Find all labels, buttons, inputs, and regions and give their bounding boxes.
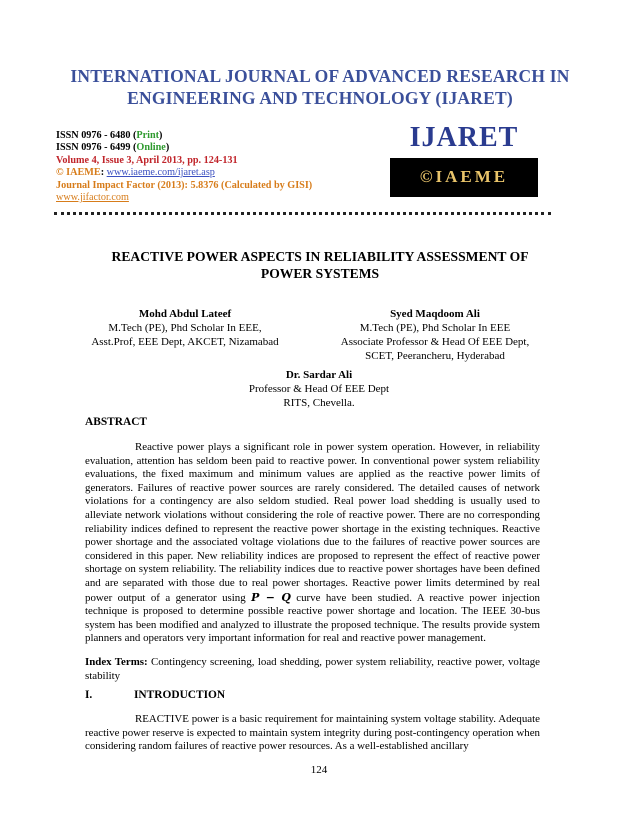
journal-title-line2: ENGINEERING AND TECHNOLOGY (IJARET) [127, 88, 513, 108]
logo-bottom: ©IAEME [390, 158, 538, 197]
pq-math: P − Q [251, 590, 291, 604]
issn-online: ISSN 0976 - 6499 (Online) [56, 142, 170, 154]
iaeme-line: © IAEME: www.iaeme.com/ijaret.asp [56, 167, 215, 179]
author-1: Mohd Abdul Lateef M.Tech (PE), Phd Scholar In EEE, Asst.Prof, EEE Dept, AKCET, Nizamabad [91, 308, 279, 348]
jifactor-link[interactable]: www.jifactor.com [56, 192, 129, 204]
journal-title-line1: INTERNATIONAL JOURNAL OF ADVANCED RESEARCH IN [70, 66, 570, 86]
page-number: 124 [310, 764, 328, 776]
index-terms: Index Terms: Contingency screening, load shedding, power system reliability, reactive power, voltage stability [85, 656, 541, 682]
intro-body: REACTIVE power is a basic requirement for maintaining system voltage stability. Adequate reactive power reserve is expected to maintain system integrity during post-contingency operation when considering random failures of reactive power resources. As a well-established ancillary [85, 713, 540, 753]
volume-info: Volume 4, Issue 3, April 2013, pp. 124-131 [56, 154, 238, 166]
intro-number: I. [85, 689, 93, 701]
paper-title: REACTIVE POWER ASPECTS IN RELIABILITY ASSESSMENT OF POWER SYSTEMS [111, 249, 529, 281]
journal-title [60, 65, 580, 109]
logo-top: IJARET [390, 119, 538, 158]
intro-heading: INTRODUCTION [134, 689, 226, 701]
issn-print: ISSN 0976 - 6480 (Print) [56, 130, 163, 141]
abstract-body: Reactive power plays a significant role in power system operation. However, in reliability evaluation, attention has seldom been paid to reactive power. In conventional power system reliability evaluations, the fixed maximum and minimum values are applied as the reactive power limits of generators. Failures of reactive power sources are rarely considered. The detailed causes of network violations for a contingency are also seldom studied. Real power load shedding is usually used to alleviate network violations without considering the role of reactive power. There are no corresponding reliability indices defined to represent the reactive power shortage in the existing techniques. Reactive power shortage and the associated voltage violations due to the failures of reactive power sources are considered in this paper. New reliability indices are proposed to represent the effect of reactive power shortage on system reliability. The reliability indices due to reactive power shortages have been defined and are separated with those due to real power shortages. Reactive power limits determined by real power output of a generator using P − Q curve have been studied. A reactive power injection technique is proposed to determine possible reactive power shortage and location. The IEEE 30-bus system has been modified and analyzed to illustrate the proposed technique. The results provide system planners and operators very important information for real and reactive power management. [85, 441, 540, 645]
author-3: Dr. Sardar Ali Professor & Head Of EEE Dept RITS, Chevella. [248, 369, 390, 409]
iaeme-link[interactable]: www.iaeme.com/ijaret.asp [106, 167, 215, 179]
abstract-heading: ABSTRACT [85, 416, 148, 428]
author-2: Syed Maqdoom Ali M.Tech (PE), Phd Scholar In EEE Associate Professor & Head Of EEE Dept, SCET, Peerancheru, Hyderabad [340, 308, 530, 362]
ijaret-logo [390, 119, 538, 197]
header-divider [54, 212, 551, 215]
journal-meta [56, 130, 312, 204]
impact-factor: Journal Impact Factor (2013): 5.8376 (Calculated by GISI) [56, 179, 313, 191]
